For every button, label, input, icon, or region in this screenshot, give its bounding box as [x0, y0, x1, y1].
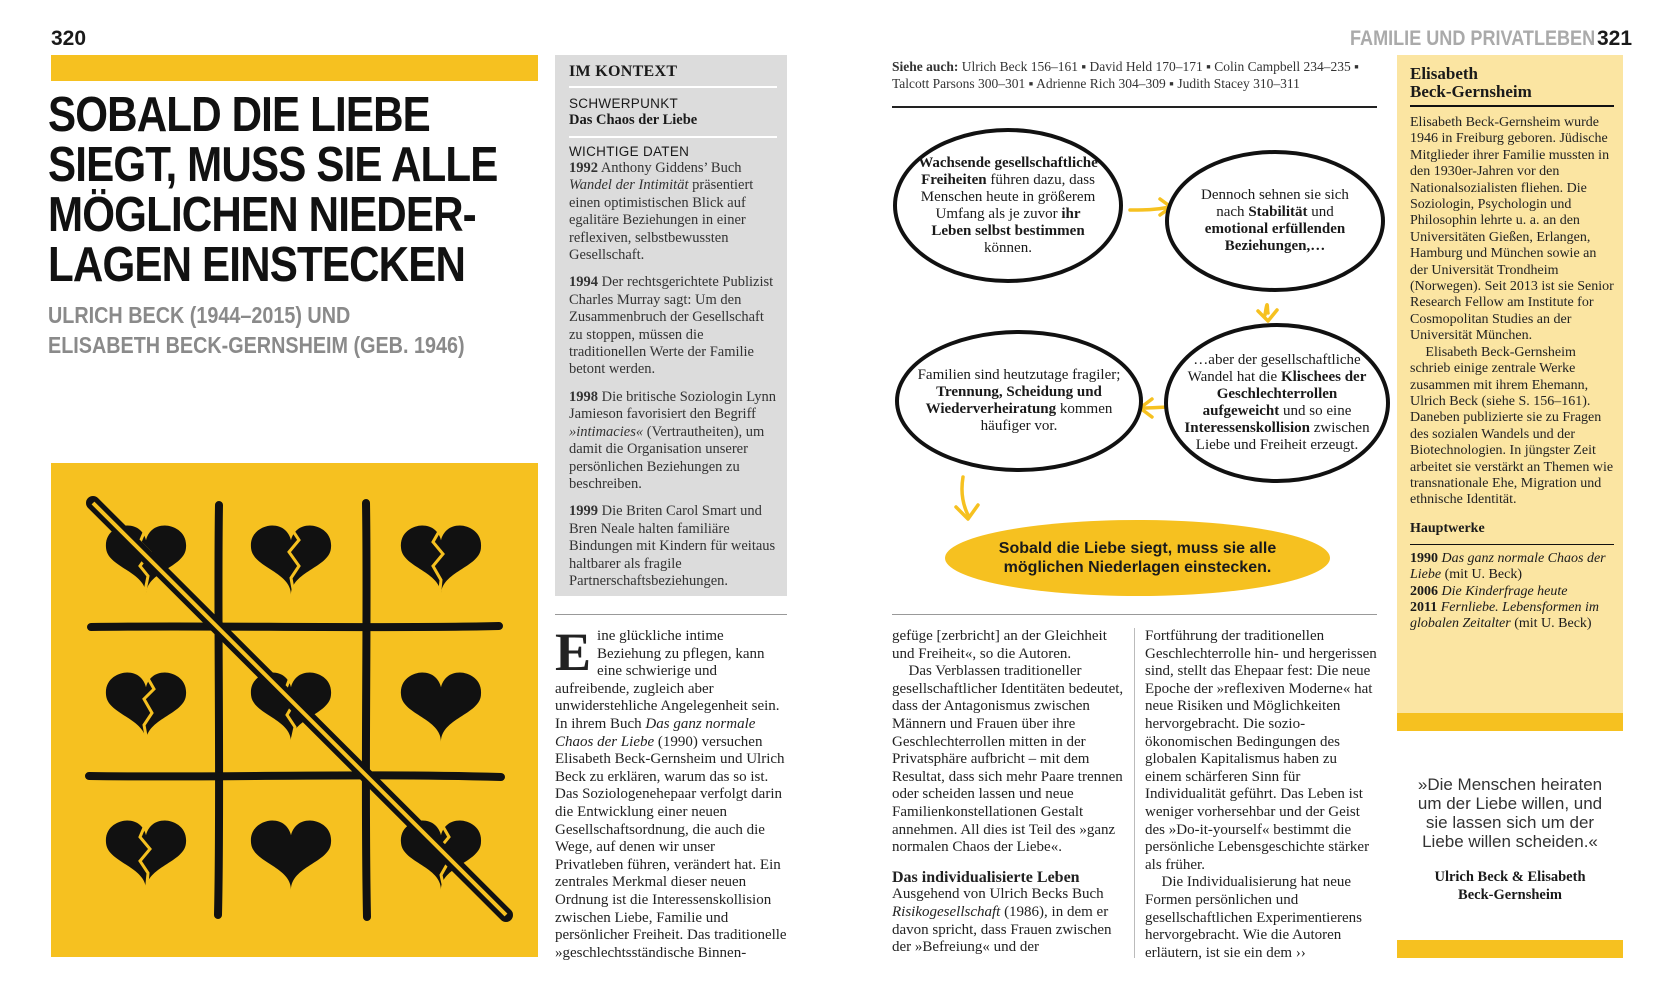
context-heading: IM KONTEXT [569, 63, 678, 80]
focus-label: SCHWERPUNKT [569, 96, 679, 111]
body-column-3 [1145, 628, 1377, 962]
heart-icon [401, 673, 481, 742]
yellow-rule-top-left [51, 55, 538, 81]
see-also-rule [892, 106, 1377, 108]
diagram-bubble-1: Wachsende gesellschaftliche Freiheiten führen dazu, dass Menschen heute in größerem Umfang als je zuvor ihr Leben selbst bestimmen können. [893, 128, 1123, 283]
title-line: SOBALD DIE LIEBE [48, 88, 430, 142]
illustration-panel [51, 463, 538, 957]
bio-box [1397, 55, 1623, 713]
diagram-conclusion: Sobald die Liebe siegt, muss sie alle möglichen Niederlagen einstecken. [945, 520, 1330, 596]
bio-name: Elisabeth Beck-Gernsheim [1410, 64, 1532, 101]
grid-line [89, 775, 501, 777]
timeline-event: 1994 Der rechtsgerichtete Publizist Charles Murray sagt: Um den Zusammenbruch der Gesellschaft zu stoppen, müssen die traditionellen Werte der Familie betont werden. [569, 274, 774, 378]
paragraph: Die Individualisierung hat neue Formen persönlichen und gesellschaftlichen Experimentierens hervorgebracht. Wie die Autoren erläutern, ist sie ein dem ›› [1145, 874, 1362, 961]
quote-attribution: Ulrich Beck & Elisabeth Beck-Gernsheim [1434, 869, 1586, 903]
broken-hearts-grid-illustration [51, 463, 538, 957]
works-list [1410, 551, 1614, 633]
arrow-right-icon [1130, 207, 1170, 210]
timeline-event: 1999 Die Briten Carol Smart und Bren Neale halten familiäre Bindungen mit Kindern für weitaus haltbarer als fragile Partnerschaftsbeziehungen. [569, 503, 776, 589]
title-line: SIEGT, MUSS SIE ALLE [48, 138, 498, 192]
diagram-bubble-2: Dennoch sehnen sie sich nach Stabilität und emotional erfüllenden Beziehungen,… [1165, 150, 1385, 292]
quote-bar-top [1397, 713, 1623, 731]
grid-line [218, 505, 219, 915]
arrow-down-icon [962, 477, 968, 515]
works-heading: Hauptwerke [1410, 520, 1485, 536]
subheading: Das individualisierte Leben [892, 868, 1080, 886]
column-divider [1134, 628, 1135, 958]
timeline-event: 1998 Die britische Soziologin Lynn Jamieson favorisiert den Begriff »intimacies« (Vertrautheiten), um damit die Organisation unserer persönlichen Beziehungen zu beschreiben. [569, 388, 777, 492]
author-line: ELISABETH BECK-GERNSHEIM (GEB. 1946) [48, 332, 465, 358]
see-also-label: Siehe auch: [892, 59, 959, 74]
page-number-left: 320 [51, 27, 87, 50]
work-item: 2006 Die Kinderfrage heute [1410, 583, 1568, 599]
authors [48, 300, 465, 360]
column-rule [892, 614, 1377, 615]
column-rule [555, 614, 787, 615]
bio-paragraph: Elisabeth Beck-Gernsheim wurde 1946 in Freiburg geboren. Jüdische Mitglieder ihrer Familie mussten in den 1930er-Jahren vor den Nationalsozialisten fliehen. Die Soziologin, Psychologin und Philosophin lehrte u. a. an den Universitäten Gießen, Erlangen, Hamburg und München sowie an der Universität Trondheim (Norwegen). Seit 2013 ist sie Senior Research Fellow am Institute for Cosmopolitan Studies an der Universität München. [1410, 115, 1614, 344]
quote-bar-bottom [1397, 940, 1623, 958]
pull-quote: »Die Menschen heiraten um der Liebe willen, und sie lassen sich um der Liebe willen scheiden.« [1417, 775, 1603, 851]
grid-line [366, 503, 367, 917]
title-line: MÖGLICHEN NIEDER- [48, 188, 476, 242]
grid-line [91, 626, 499, 627]
paragraph: Ausgehend von Ulrich Becks Buch Risikogesellschaft (1986), in dem er davon spricht, dass Frauen zwischen der »Befreiung« und der [892, 886, 1112, 956]
author-line: ULRICH BECK (1944–2015) UND [48, 302, 351, 328]
drop-cap: E [555, 622, 592, 682]
heart-icon [251, 821, 331, 890]
diagram-bubble-3: …aber der gesellschaftliche Wandel hat die Klischees der Geschlechterrollen aufgeweicht und so eine Interessenskollision zwischen Liebe und Freiheit erzeugt. [1164, 323, 1390, 483]
context-box [555, 55, 787, 596]
dates-label: WICHTIGE DATEN [569, 144, 690, 159]
body-column-2 [892, 628, 1124, 957]
work-item: 1990 Das ganz normale Chaos der Liebe (mit U. Beck) [1410, 550, 1606, 583]
focus-value: Das Chaos der Liebe [569, 112, 698, 128]
bio-paragraph: Elisabeth Beck-Gernsheim schrieb einige zentrale Werke zusammen mit ihrem Ehemann, Ulrich Beck (siehe S. 156–161). Daneben publizierte sie zu Fragen des sozialen Wandels und der Biotechnologien. In jüngster Zeit arbeitet sie verstärkt an Themen wie transnationale Ehe, Migration und ethnische Identität. [1410, 344, 1614, 508]
paragraph: Fortführung der traditionellen Geschlechterrolle hin- und hergerissen sind, stellt das Ehepaar fest: Die neue Epoche der »reflexiven Moderne« hat neue Risiken und Möglichkeiten hervorgebracht. Die sozio-ökonomischen Bedingungen des globalen Kapitalismus haben zu einem schärferen Sinn für Individualität geführt. Das Leben ist weniger vorhersehbar und der Geist des »Do-it-yourself« bestimmt die persönliche Lebensgeschichte stärker als früher. [1145, 628, 1377, 873]
running-header: FAMILIE UND PRIVATLEBEN [1350, 27, 1596, 50]
paragraph: Das Verblassen traditioneller gesellschaftlicher Identitäten bedeutet, dass der Antagonismus zwischen Männern und Frauen über ihre Geschlechterrollen mitten in der Privatsphäre aufbricht – mit dem Resultat, dass sich mehr Paare trennen oder scheiden lassen und neue Familienkonstellationen Gestalt annehmen. All dies ist Teil des »ganz normalen Chaos der Liebe«. [892, 663, 1124, 856]
page-number-right: 321 [1597, 27, 1633, 50]
diagram-bubble-4: Familien sind heutzutage fragiler; Trennung, Scheidung und Wiederverheiratung kommen häufiger vor. [895, 330, 1143, 472]
timeline-event: 1992 Anthony Giddens’ Buch Wandel der Intimität präsentiert einen optimistischen Blick auf egalitäre Beziehungen in einer reflexiven, selbstbewussten Gesellschaft. [569, 160, 754, 264]
body-column-1: E ine glückliche intime Beziehung zu pflegen, kann eine schwierige und aufreibende, zugleich aber unwiderstehliche Angelegenheit sein. In ihrem Buch Das ganz normale Chaos der Liebe (1990) versuchen Elisabeth Beck-Gernsheim und Ulrich Beck zu erklären, warum das so ist. Das Soziologenehepaar verfolgt darin die Entwicklung einer neuen Gesellschaftsordnung, die auch die Wege, auf denen wir unser Privatleben führen, verändert hat. Ein zentrales Merkmal dieser neuen Ordnung ist die Interessenskollision zwischen Liebe, Familie und persönlicher Freiheit. Das traditionelle »geschlechtsständische Binnen- [555, 622, 787, 961]
see-also [892, 58, 1377, 92]
see-also-text: Ulrich Beck 156–161 ▪ David Held 170–171 ▪ Colin Campbell 234–235 ▪ Talcott Parsons 300–301 ▪ Adrienne Rich 304–309 ▪ Judith Stacey 310–311 [892, 59, 1359, 91]
work-item: 2011 Fernliebe. Lebensformen im globalen Zeitalter (mit U. Beck) [1410, 599, 1599, 632]
paragraph: gefüge [zerbricht] an der Gleichheit und Freiheit«, so die Autoren. [892, 628, 1107, 662]
title-line: LAGEN EINSTECKEN [48, 238, 466, 292]
